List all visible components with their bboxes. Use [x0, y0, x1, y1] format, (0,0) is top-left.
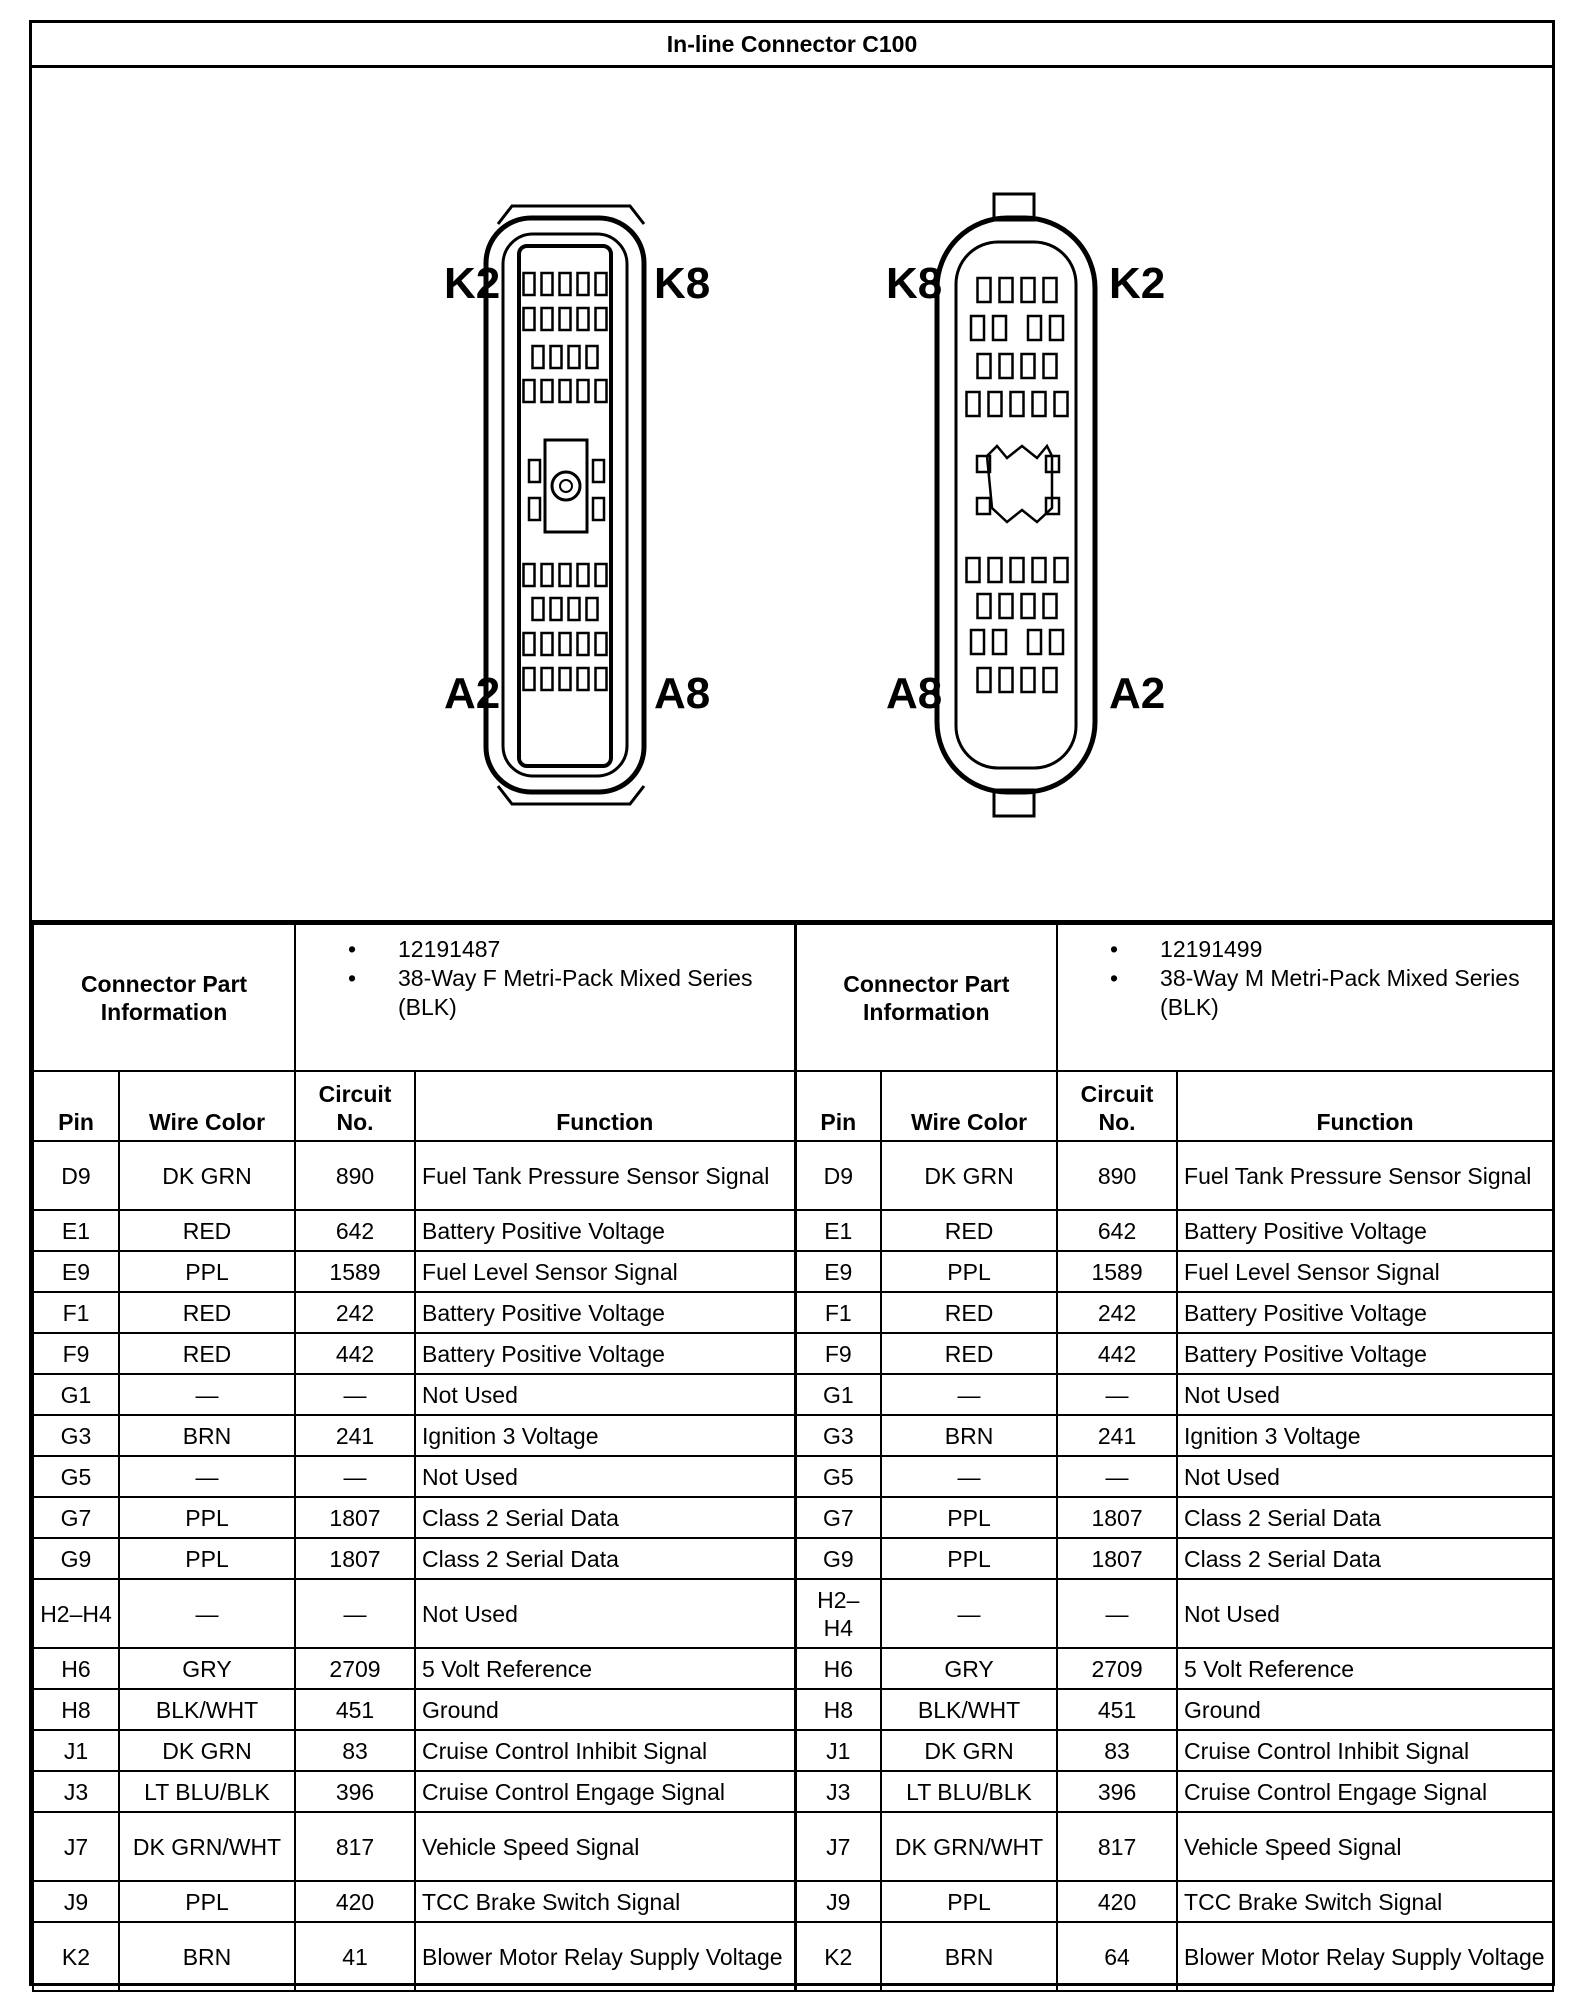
pin-cell: F1: [795, 1292, 881, 1333]
circuit-cell: —: [1057, 1579, 1177, 1648]
function-cell: Battery Positive Voltage: [1177, 1292, 1553, 1333]
pin-cavity: [1033, 392, 1046, 416]
function-cell: Not Used: [415, 1374, 795, 1415]
pin-cavity: [1044, 594, 1057, 618]
pin-cavity: [1022, 354, 1035, 378]
pin-cavity: [578, 633, 589, 655]
wire-color-cell: DK GRN: [881, 1730, 1057, 1771]
function-cell: Ignition 3 Voltage: [415, 1415, 795, 1456]
pin-cavity: [587, 598, 598, 620]
pin-cavity: [1022, 668, 1035, 692]
female-pin-grid: [524, 273, 607, 690]
pin-cell: E9: [33, 1251, 119, 1292]
function-cell: Class 2 Serial Data: [1177, 1538, 1553, 1579]
pin-cavity: [1000, 594, 1013, 618]
circuit-cell: —: [295, 1456, 415, 1497]
pin-cavity: [524, 308, 535, 330]
function-cell: Cruise Control Inhibit Signal: [1177, 1730, 1553, 1771]
pin-cavity: [596, 633, 607, 655]
pin-cell: J1: [795, 1730, 881, 1771]
pin-cell: H2–H4: [795, 1579, 881, 1648]
circuit-cell: —: [295, 1579, 415, 1648]
female-label-a2: A2: [444, 669, 501, 718]
pin-cavity: [1011, 558, 1024, 582]
circuit-cell: 1589: [1057, 1251, 1177, 1292]
table-row: [33, 1689, 1553, 1730]
wire-color-cell: LT BLU/BLK: [119, 1771, 295, 1812]
pin-cavity: [596, 668, 607, 690]
function-cell: Battery Positive Voltage: [415, 1333, 795, 1374]
table-row: [33, 1881, 1553, 1922]
wire-color-cell: PPL: [119, 1251, 295, 1292]
pin-cavity: [596, 273, 607, 295]
pin-cavity: [542, 273, 553, 295]
pin-cavity: [1033, 558, 1046, 582]
wire-color-cell: RED: [119, 1333, 295, 1374]
connector-drawing: [32, 68, 1552, 920]
connector-part-info-right: [1057, 924, 1553, 1071]
pin-cavity: [524, 668, 535, 690]
circuit-cell: 83: [1057, 1730, 1177, 1771]
wire-color-cell: DK GRN: [119, 1141, 295, 1210]
male-label-k2: K2: [1109, 259, 1166, 308]
function-cell: Vehicle Speed Signal: [415, 1812, 795, 1881]
pin-cavity: [524, 633, 535, 655]
pin-cavity: [560, 273, 571, 295]
connector-info-label-right: Connector Part Information: [795, 924, 1057, 1071]
pin-cavity: [542, 308, 553, 330]
pin-cavity: [971, 630, 984, 654]
pin-cavity: [967, 392, 980, 416]
table-row: [33, 1771, 1553, 1812]
wire-color-cell: BRN: [881, 1415, 1057, 1456]
function-cell: Cruise Control Engage Signal: [415, 1771, 795, 1812]
pin-cavity: [578, 308, 589, 330]
pin-cavity: [596, 380, 607, 402]
table-row: [33, 1648, 1553, 1689]
circuit-cell: 442: [1057, 1333, 1177, 1374]
pin-cell: J7: [33, 1812, 119, 1881]
pin-cell: E1: [795, 1210, 881, 1251]
circuit-cell: 442: [295, 1333, 415, 1374]
table-row: [33, 1374, 1553, 1415]
circuit-cell: 420: [295, 1881, 415, 1922]
pin-cavity: [529, 498, 540, 520]
pin-cavity: [587, 346, 598, 368]
pin-cell: G5: [795, 1456, 881, 1497]
function-cell: Battery Positive Voltage: [415, 1210, 795, 1251]
circuit-cell: 241: [295, 1415, 415, 1456]
function-cell: Not Used: [1177, 1374, 1553, 1415]
pin-cavity: [1028, 316, 1041, 340]
wire-color-cell: —: [881, 1374, 1057, 1415]
pin-cavity: [1050, 316, 1063, 340]
wire-color-cell: RED: [119, 1292, 295, 1333]
pin-cavity: [967, 558, 980, 582]
pin-cavity: [578, 273, 589, 295]
circuit-cell: 817: [295, 1812, 415, 1881]
wire-color-cell: —: [119, 1579, 295, 1648]
header-wire-left: Wire Color: [119, 1071, 295, 1141]
function-cell: Not Used: [415, 1456, 795, 1497]
pin-cell: J9: [33, 1881, 119, 1922]
wire-color-cell: PPL: [881, 1881, 1057, 1922]
pin-cavity: [529, 460, 540, 482]
pin-cavity: [1011, 392, 1024, 416]
circuit-cell: 242: [295, 1292, 415, 1333]
wire-color-cell: DK GRN/WHT: [881, 1812, 1057, 1881]
circuit-cell: 817: [1057, 1812, 1177, 1881]
pin-cavity: [533, 598, 544, 620]
pin-cavity: [1055, 392, 1068, 416]
circuit-cell: 1807: [295, 1497, 415, 1538]
function-cell: Not Used: [415, 1579, 795, 1648]
pin-cavity: [596, 564, 607, 586]
wire-color-cell: —: [119, 1456, 295, 1497]
table-row: [33, 1538, 1553, 1579]
header-circuit-left: Circuit No.: [295, 1071, 415, 1141]
connector-diagram: [32, 68, 1552, 923]
pin-cell: J1: [33, 1730, 119, 1771]
pin-cavity: [1000, 278, 1013, 302]
pin-cavity: [524, 380, 535, 402]
pin-cell: H8: [33, 1689, 119, 1730]
pin-cavity: [593, 498, 604, 520]
part-list-right: [1058, 925, 1552, 1022]
circuit-cell: 396: [1057, 1771, 1177, 1812]
function-cell: Cruise Control Engage Signal: [1177, 1771, 1553, 1812]
wire-color-cell: RED: [881, 1333, 1057, 1374]
table-row: [33, 1333, 1553, 1374]
wire-color-cell: BRN: [881, 1922, 1057, 1991]
table-row: [33, 1497, 1553, 1538]
male-label-k8: K8: [886, 259, 943, 308]
pin-cell: J9: [795, 1881, 881, 1922]
pin-cell: J7: [795, 1812, 881, 1881]
pin-cavity: [593, 460, 604, 482]
circuit-cell: 396: [295, 1771, 415, 1812]
header-row: [33, 1071, 1553, 1141]
circuit-cell: —: [295, 1374, 415, 1415]
pin-cell: H8: [795, 1689, 881, 1730]
wire-color-cell: PPL: [881, 1497, 1057, 1538]
pin-cavity: [569, 598, 580, 620]
part-description-right: • 38-Way M Metri-Pack Mixed Series (BLK): [1058, 964, 1552, 1022]
female-label-k2: K2: [444, 259, 501, 308]
part-description-left: • 38-Way F Metri-Pack Mixed Series (BLK): [296, 964, 794, 1022]
female-connector-drawing: [486, 206, 644, 804]
pin-cavity: [978, 594, 991, 618]
pin-cavity: [978, 354, 991, 378]
pin-cavity: [1044, 668, 1057, 692]
pin-cell: H6: [33, 1648, 119, 1689]
circuit-cell: 242: [1057, 1292, 1177, 1333]
function-cell: Fuel Level Sensor Signal: [415, 1251, 795, 1292]
wire-color-cell: LT BLU/BLK: [881, 1771, 1057, 1812]
pin-cavity: [560, 668, 571, 690]
pin-cell: E1: [33, 1210, 119, 1251]
function-cell: Battery Positive Voltage: [1177, 1210, 1553, 1251]
wire-color-cell: DK GRN: [881, 1141, 1057, 1210]
female-label-a8: A8: [654, 669, 711, 718]
circuit-cell: 1807: [1057, 1538, 1177, 1579]
pin-cell: G9: [33, 1538, 119, 1579]
wire-color-cell: RED: [881, 1292, 1057, 1333]
header-function-left: Function: [415, 1071, 795, 1141]
pin-cell: G1: [33, 1374, 119, 1415]
circuit-cell: 64: [1057, 1922, 1177, 1991]
table-row: [33, 1579, 1553, 1648]
part-number-left: • 12191487: [296, 935, 794, 964]
header-function-right: Function: [1177, 1071, 1553, 1141]
circuit-cell: 2709: [1057, 1648, 1177, 1689]
female-label-k8: K8: [654, 259, 711, 308]
pin-cell: K2: [33, 1922, 119, 1991]
pin-cavity: [578, 668, 589, 690]
wire-color-cell: —: [881, 1579, 1057, 1648]
wire-color-cell: PPL: [881, 1251, 1057, 1292]
pin-cell: F9: [795, 1333, 881, 1374]
wire-color-cell: —: [119, 1374, 295, 1415]
circuit-cell: 890: [1057, 1141, 1177, 1210]
wire-color-cell: BLK/WHT: [119, 1689, 295, 1730]
function-cell: Class 2 Serial Data: [415, 1538, 795, 1579]
wire-color-cell: GRY: [119, 1648, 295, 1689]
wire-color-cell: PPL: [119, 1497, 295, 1538]
pin-cavity: [1050, 630, 1063, 654]
pin-cavity: [560, 380, 571, 402]
table-row: [33, 1456, 1553, 1497]
pin-cavity: [993, 630, 1006, 654]
wire-color-cell: RED: [881, 1210, 1057, 1251]
pin-cell: F1: [33, 1292, 119, 1333]
connector-info-row: [33, 924, 1553, 1071]
circuit-cell: 642: [1057, 1210, 1177, 1251]
function-cell: Blower Motor Relay Supply Voltage: [415, 1922, 795, 1991]
function-cell: Vehicle Speed Signal: [1177, 1812, 1553, 1881]
pinout-table: [32, 923, 1554, 1992]
circuit-cell: 1807: [295, 1538, 415, 1579]
part-list-left: [296, 925, 794, 1022]
function-cell: Battery Positive Voltage: [415, 1292, 795, 1333]
table-row: [33, 1210, 1553, 1251]
wire-color-cell: BRN: [119, 1415, 295, 1456]
pin-cell: G3: [33, 1415, 119, 1456]
function-cell: 5 Volt Reference: [415, 1648, 795, 1689]
wire-color-cell: PPL: [119, 1881, 295, 1922]
male-label-a2: A2: [1109, 669, 1166, 718]
pin-cavity: [560, 633, 571, 655]
pin-cavity: [978, 668, 991, 692]
connector-info-label-left: Connector Part Information: [33, 924, 295, 1071]
pin-cavity: [578, 564, 589, 586]
pin-cavity: [1000, 668, 1013, 692]
pin-cavity: [1055, 558, 1068, 582]
pin-cavity: [560, 564, 571, 586]
table-row: [33, 1922, 1553, 1991]
pin-cavity: [524, 564, 535, 586]
table-row: [33, 1292, 1553, 1333]
function-cell: Ground: [1177, 1689, 1553, 1730]
pin-cavity: [560, 308, 571, 330]
wire-color-cell: GRY: [881, 1648, 1057, 1689]
table-row: [33, 1251, 1553, 1292]
pin-cell: G3: [795, 1415, 881, 1456]
wire-color-cell: BLK/WHT: [881, 1689, 1057, 1730]
wire-color-cell: DK GRN/WHT: [119, 1812, 295, 1881]
function-cell: Class 2 Serial Data: [1177, 1497, 1553, 1538]
pin-cell: G7: [33, 1497, 119, 1538]
header-circuit-right: Circuit No.: [1057, 1071, 1177, 1141]
header-wire-right: Wire Color: [881, 1071, 1057, 1141]
pin-cell: G1: [795, 1374, 881, 1415]
function-cell: 5 Volt Reference: [1177, 1648, 1553, 1689]
pin-cavity: [542, 380, 553, 402]
function-cell: Blower Motor Relay Supply Voltage: [1177, 1922, 1553, 1991]
function-cell: Fuel Level Sensor Signal: [1177, 1251, 1553, 1292]
pin-cavity: [551, 346, 562, 368]
table-row: [33, 1141, 1553, 1210]
pin-cavity: [542, 564, 553, 586]
pin-cavity: [993, 316, 1006, 340]
pin-cavity: [524, 273, 535, 295]
table-row: [33, 1415, 1553, 1456]
header-pin-left: Pin: [33, 1071, 119, 1141]
pin-cell: J3: [795, 1771, 881, 1812]
function-cell: Ignition 3 Voltage: [1177, 1415, 1553, 1456]
pin-cell: H2–H4: [33, 1579, 119, 1648]
pin-cavity: [569, 346, 580, 368]
pin-cell: G5: [33, 1456, 119, 1497]
pin-cell: F9: [33, 1333, 119, 1374]
pin-cell: K2: [795, 1922, 881, 1991]
pin-cell: G9: [795, 1538, 881, 1579]
pin-cavity: [1022, 594, 1035, 618]
circuit-cell: 642: [295, 1210, 415, 1251]
table-row: [33, 1812, 1553, 1881]
pin-cavity: [1028, 630, 1041, 654]
pin-cavity: [542, 668, 553, 690]
pin-cell: H6: [795, 1648, 881, 1689]
wire-color-cell: RED: [119, 1210, 295, 1251]
pin-cavity: [1044, 354, 1057, 378]
function-cell: TCC Brake Switch Signal: [415, 1881, 795, 1922]
circuit-cell: 420: [1057, 1881, 1177, 1922]
male-connector-drawing: [937, 194, 1095, 816]
pin-cavity: [533, 346, 544, 368]
circuit-cell: 1589: [295, 1251, 415, 1292]
circuit-cell: 1807: [1057, 1497, 1177, 1538]
wire-color-cell: DK GRN: [119, 1730, 295, 1771]
function-cell: Not Used: [1177, 1456, 1553, 1497]
circuit-cell: 890: [295, 1141, 415, 1210]
circuit-cell: 451: [295, 1689, 415, 1730]
pin-cell: D9: [33, 1141, 119, 1210]
pin-cavity: [542, 633, 553, 655]
circuit-cell: 241: [1057, 1415, 1177, 1456]
pin-cavity: [1044, 278, 1057, 302]
part-number-right: • 12191499: [1058, 935, 1552, 964]
wire-color-cell: PPL: [881, 1538, 1057, 1579]
pin-cavity: [978, 278, 991, 302]
pin-cavity: [1000, 354, 1013, 378]
circuit-cell: 451: [1057, 1689, 1177, 1730]
pin-cavity: [1022, 278, 1035, 302]
table-row: [33, 1730, 1553, 1771]
circuit-cell: 83: [295, 1730, 415, 1771]
pin-cavity: [971, 316, 984, 340]
circuit-cell: —: [1057, 1374, 1177, 1415]
header-pin-right: Pin: [795, 1071, 881, 1141]
male-label-a8: A8: [886, 669, 943, 718]
wire-color-cell: BRN: [119, 1922, 295, 1991]
pin-cell: D9: [795, 1141, 881, 1210]
pin-cell: E9: [795, 1251, 881, 1292]
function-cell: Class 2 Serial Data: [415, 1497, 795, 1538]
pin-cell: J3: [33, 1771, 119, 1812]
pin-cavity: [989, 392, 1002, 416]
function-cell: Fuel Tank Pressure Sensor Signal: [1177, 1141, 1553, 1210]
function-cell: Battery Positive Voltage: [1177, 1333, 1553, 1374]
circuit-cell: —: [1057, 1456, 1177, 1497]
page-title: In-line Connector C100: [32, 23, 1552, 68]
pin-cavity: [551, 598, 562, 620]
pin-cavity: [989, 558, 1002, 582]
pin-cavity: [596, 308, 607, 330]
pin-cavity: [578, 380, 589, 402]
wire-color-cell: —: [881, 1456, 1057, 1497]
function-cell: Cruise Control Inhibit Signal: [415, 1730, 795, 1771]
function-cell: Ground: [415, 1689, 795, 1730]
wire-color-cell: PPL: [119, 1538, 295, 1579]
circuit-cell: 2709: [295, 1648, 415, 1689]
function-cell: Not Used: [1177, 1579, 1553, 1648]
function-cell: TCC Brake Switch Signal: [1177, 1881, 1553, 1922]
pin-cell: G7: [795, 1497, 881, 1538]
connector-part-info-left: [295, 924, 795, 1071]
function-cell: Fuel Tank Pressure Sensor Signal: [415, 1141, 795, 1210]
pin-cavity: [977, 498, 990, 514]
circuit-cell: 41: [295, 1922, 415, 1991]
connector-sheet: [29, 20, 1555, 1986]
